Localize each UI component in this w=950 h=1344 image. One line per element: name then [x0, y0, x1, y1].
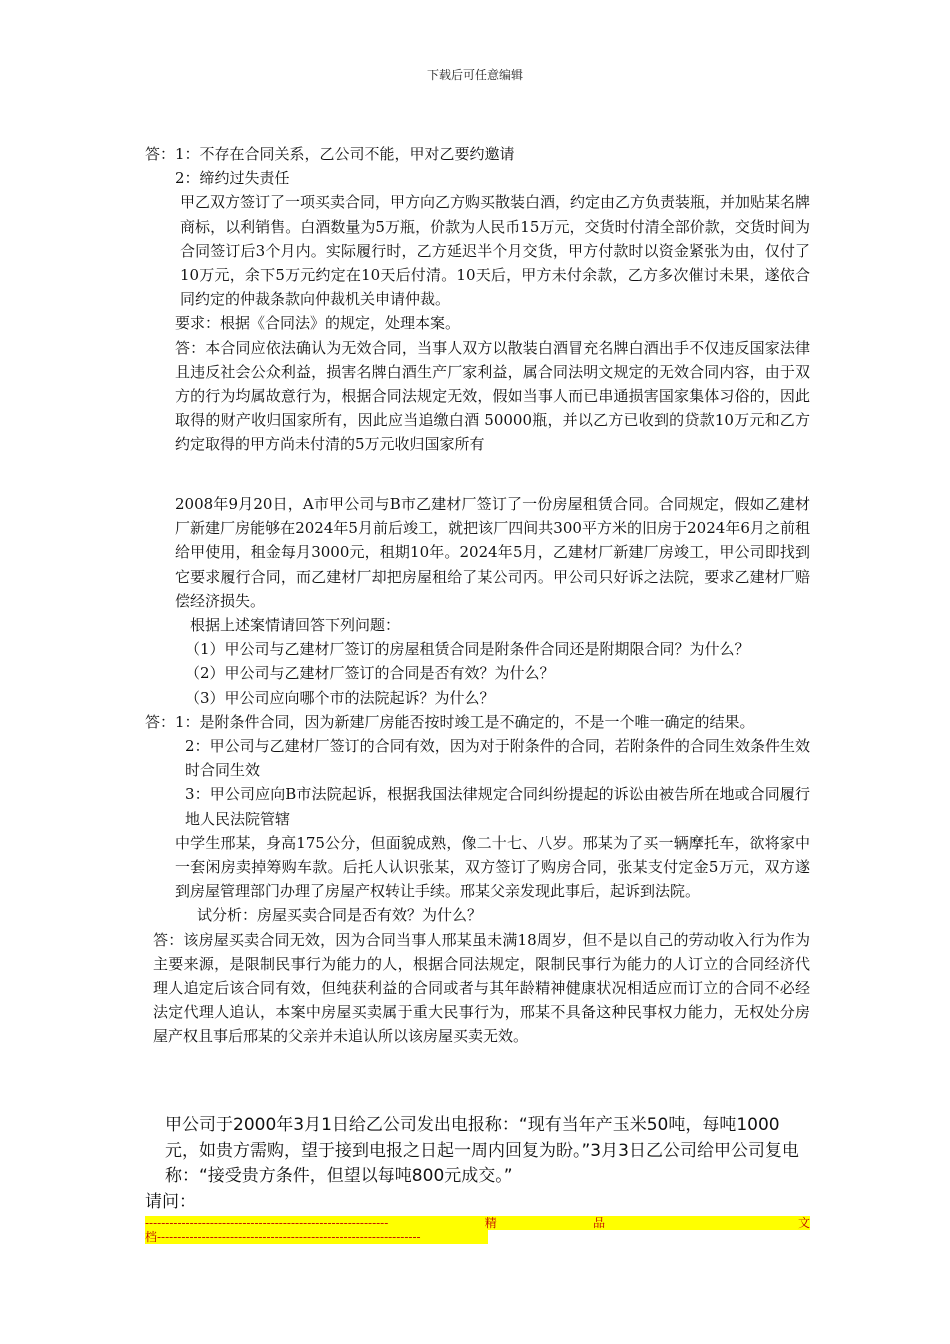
case-lease-paragraph: 2008年9月20日，A市甲公司与B市乙建材厂签订了一份房屋租赁合同。合同规定，假如乙建材厂新建厂房能够在2024年5月前后竣工，就把该厂四间共300平方米的旧房于2024年6月之前租给甲使用，租金每月3000元，租期10年。2024年5月，乙建材厂新建厂房竣工，甲公司即找到它要求履行合同，而乙建材厂却把房屋租给了某公司丙。甲公司只好诉之法院，要求乙建材厂赔偿经济损失。 [175, 495, 810, 610]
case-house-question: 试分析：房屋买卖合同是否有效？为什么？ [197, 906, 483, 925]
footer-word-3: 文 [797, 1216, 810, 1230]
case-liquor-requirement: 要求：根据《合同法》的规定，处理本案。 [175, 314, 461, 333]
section-contract-answers [145, 142, 810, 457]
case-liquor-paragraph: 甲乙双方签订了一项买卖合同，甲方向乙方购买散装白酒，约定由乙方负责装瓶，并加贴某名牌商标，以利销售。白酒数量为5万瓶，价款为人民币15万元，交货时付清全部价款，交货时间为合同签订后3个月内。实际履行时，乙方延迟半个月交货，甲方付款时以资金紧张为由，仅付了10万元，余下5万元约定在10天后付清。10天后，甲方未付余款，乙方多次催讨未果，遂依合同约定的仲裁条款向仲裁机关申请仲裁。 [180, 193, 811, 309]
answer-line-2: 2：缔约过失责任 [175, 169, 290, 188]
case-lease-answer-3: 3：甲公司应向B市法院起诉，根据我国法律规定合同纠纷提起的诉讼由被告所在地或合同履行地人民法院管辖 [185, 785, 810, 828]
section-lease-case [145, 492, 810, 1049]
case-lease-prompt: 根据上述案情请回答下列问题： [190, 616, 401, 635]
footer-word-1: 精 [484, 1216, 497, 1230]
footer-word-2: 品 [593, 1216, 606, 1230]
case-liquor-answer: 答：本合同应依法确认为无效合同，当事人双方以散装白酒冒充名牌白酒出手不仅违反国家法律且违反社会公众利益，损害名牌白酒生产厂家利益，属合同法明文规定的无效合同内容，由于双方的行为均属故意行为，根据合同法规定无效，假如当事人而已串通损害国家集体习俗的，因此取得的财产收归国家所有，因此应当追缴白酒 50000瓶，并以乙方已收到的贷款10万元和乙方约定取得的甲方尚未付清的5万元收归国家所有 [175, 338, 810, 454]
footer-row-1 [145, 1216, 810, 1230]
page-header: 下载后可任意编辑 [426, 68, 523, 82]
answer-line-1: 答：1：不存在合同关系，乙公司不能，甲对乙要约邀请 [145, 145, 515, 163]
case-lease-question-1: （1）甲公司与乙建材厂签订的房屋租赁合同是附条件合同还是附期限合同？为什么？ [185, 640, 750, 659]
case-house-paragraph: 中学生邢某，身高175公分，但面貌成熟，像二十七、八岁。邢某为了买一辆摩托车，欲将家中一套闲房卖掉筹购车款。后托人认识张某，双方签订了购房合同，张某支付定金5万元，双方遂到房屋管理部门办理了房屋产权转让手续。邢某父亲发现此事后，起诉到法院。 [175, 833, 810, 901]
footer-row-2: 档----------------------------------------------------------------- [145, 1230, 488, 1244]
case-telegram-paragraph: 甲公司于2000年3月1日给乙公司发出电报称：“现有当年产玉米50吨，每吨1000元，如贵方需购，望于接到电报之日起一周内回复为盼。”3月3日乙公司给甲公司复电称：“接受贵方条件，但望以每吨800元成交。” [165, 1115, 799, 1186]
case-house-answer: 答：该房屋买卖合同无效，因为合同当事人邢某虽未满18周岁，但不是以自己的劳动收入行为作为主要来源，是限制民事行为能力的人，根据合同法规定，限制民事行为能力的人订立的合同经济代理人追定后该合同有效，但纯获利益的合同或者与其年龄精神健康状况相适应而订立的合同不必经法定代理人追认，本案中房屋买卖属于重大民事行为，邢某不具备这种民事权力能力，无权处分房屋产权且事后邢某的父亲并未追认所以该房屋买卖无效。 [153, 930, 810, 1046]
case-lease-question-3: （3）甲公司应向哪个市的法院起诉？为什么？ [185, 688, 495, 707]
case-lease-answer-1: 答：1：是附条件合同，因为新建厂房能否按时竣工是不确定的，不是一个唯一确定的结果。 [145, 712, 755, 731]
footer-dashes: ------------------------------------------------------------ [145, 1216, 389, 1230]
case-lease-answer-2: 2：甲公司与乙建材厂签订的合同有效，因为对于附条件的合同，若附条件的合同生效条件生效时合同生效 [185, 737, 810, 780]
section-telegram-case [145, 1113, 810, 1215]
footer-banner [145, 1216, 810, 1247]
case-lease-question-2: （2）甲公司与乙建材厂签订的合同是否有效？为什么？ [185, 664, 555, 683]
case-telegram-question: 请问： [145, 1191, 196, 1212]
